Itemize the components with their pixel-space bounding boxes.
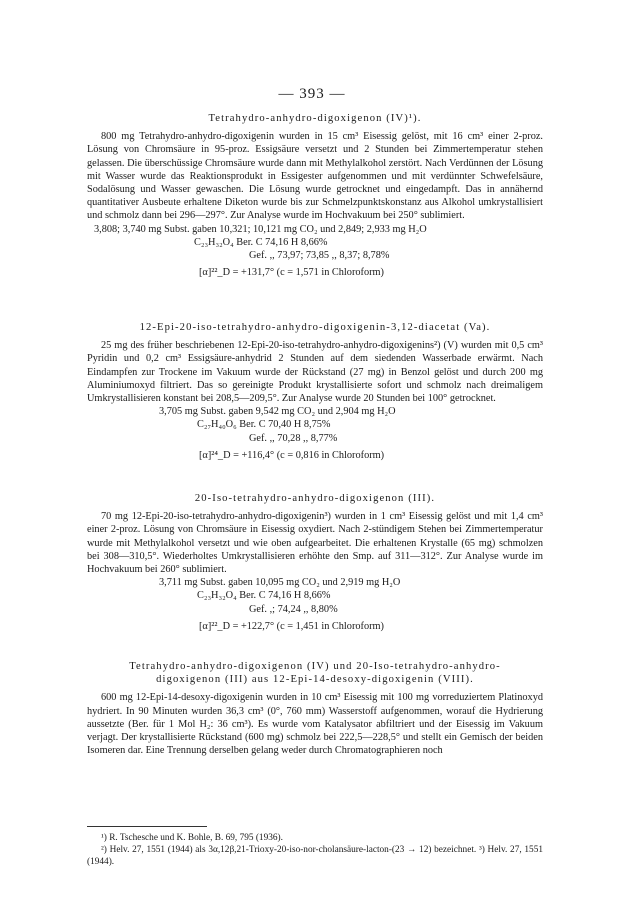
analysis-line: 3,711 mg Subst. gaben 10,095 mg CO₂ und 2,919 mg H₂O [159, 577, 401, 589]
page-number: — 393 — [278, 86, 346, 102]
paragraph: 800 mg Tetrahydro-anhydro-digoxigenin wurden in 15 cm³ Eisessig gelöst, mit 16 cm³ einer 2-proz. Lösung von Chromsäure in 95-proz. Essigsäure versetzt und 2 Stunden bei Zimmertemperatur stehen gelassen. Die überschüssige Chromsäure wurde dann mit Methylalkohol zerstört. Nach Verdünnen der Lösung mit Wasser wurde das Reaktionsprodukt in Essigester aufgenommen und mit verdünnter Schwefelsäure, Sodalösung und Wasser gewaschen. Die Lösung wurde getrocknet und eingedampft. Das in annähernd quantitativer Ausbeute erhaltene Diketon wurde bis zur Schmelzpunktskonstanz aus Alkohol umkrystallisiert und schmolz dann bei 296—297°. Zur Analyse wurde im Hochvakuum bei 250° sublimiert. [87, 131, 543, 222]
optical-rotation: [α]²²_D = +131,7° (c = 1,571 in Chloroform) [199, 267, 384, 279]
section-3 [87, 492, 543, 633]
paragraph: 600 mg 12-Epi-14-desoxy-digoxigenin wurden in 10 cm³ Eisessig mit 100 mg vorreduziertem Platinoxyd hydriert. In 90 Minuten wurden 36,3 cm³ (0°, 760 mm) Wasserstoff aufgenommen, worauf die Hydrierung aussetzte (Ber. für 1 Mol H₂: 36 cm³). Es wurde vom Katalysator abfiltriert und der Eisessig im Vakuum verjagt. Der krystallisierte Rückstand (600 mg) schmolz bei 222,5—228,5° und stellt ein Gemisch der beiden Isomeren dar. Eine Trennung derselben gelang weder durch Chromatographieren noch [87, 692, 543, 757]
section-heading: 12-Epi-20-iso-tetrahydro-anhydro-digoxigenin-3,12-diacetat (Va). [139, 322, 491, 333]
footnote: ²) Helv. 27, 1551 (1944) als 3α,12β,21-Trioxy-20-iso-nor-cholansäure-lacton-(23 → 12) bezeichnet. ³) Helv. 27, 1551 (1944). [87, 845, 543, 867]
section-4 [87, 660, 543, 757]
footnote: ¹) R. Tschesche und K. Bohle, B. 69, 795 (1936). [101, 833, 283, 843]
analysis-line: C₂₃H₃₂O₄ Ber. C 74,16 H 8,66% [197, 590, 331, 602]
section-1 [87, 112, 543, 279]
optical-rotation: [α]²⁴_D = +116,4° (c = 0,816 in Chloroform) [199, 449, 385, 461]
analysis-line: Gef. ,, 73,97; 73,85 ,, 8,37; 8,78% [249, 250, 390, 262]
section-heading-line-2: digoxigenon (III) aus 12-Epi-14-desoxy-digoxigenin (VIII). [156, 674, 474, 686]
analysis-line: C₂₃H₃₂O₄ Ber. C 74,16 H 8,66% [194, 236, 328, 248]
analysis-line: Gef. ,, 70,28 ,, 8,77% [249, 432, 338, 444]
paragraph: 70 mg 12-Epi-20-iso-tetrahydro-anhydro-digoxigenin³) wurden in 1 cm³ Eisessig gelöst und mit 1,4 cm³ einer 2-proz. Lösung von Chromsäure in Eisessig oxydiert. Nach 2-stündigem Stehen bei Zimmertemperatur wurde mit Methylalkohol versetzt und wie oben aufgearbeitet. Die erhaltenen Krystalle (65 mg) schmolzen bei 308—310,5°. Wiederholtes Umkrystallisieren erhöhte den Smp. auf 311—312°. Zur Analyse wurde im Hochvakuum bei 260° sublimiert. [87, 511, 543, 576]
section-2 [87, 321, 543, 462]
analysis-line: 3,808; 3,740 mg Subst. gaben 10,321; 10,121 mg CO₂ und 2,849; 2,933 mg H₂O [94, 223, 427, 235]
section-heading: Tetrahydro-anhydro-digoxigenon (IV)¹). [208, 113, 422, 124]
section-heading: 20-Iso-tetrahydro-anhydro-digoxigenon (III). [194, 493, 436, 504]
footnotes [87, 832, 543, 868]
analysis-line: 3,705 mg Subst. gaben 9,542 mg CO₂ und 2,904 mg H₂O [159, 406, 396, 418]
analysis-line: Gef. ,; 74,24 ,, 8,80% [249, 603, 338, 615]
paragraph: 25 mg des früher beschriebenen 12-Epi-20-iso-tetrahydro-anhydro-digoxigenins²) (V) wurden mit 0,5 cm³ Pyridin und 0,2 cm³ Essigsäure-anhydrid 2 Stunden auf dem siedenden Wasserbade erwärmt. Nach Eindampfen zur Trockene im Vakuum wurde der Rückstand (27 mg) in Benzol gelöst und durch 200 mg Aluminiumoxyd filtriert. Das so gereinigte Produkt krystallisierte sofort und schmolz nach dreimaligem Umkrystallisieren konstant bei 208,5—209,5°. Zur Analyse wurde 20 Stunden bei 100° getrocknet. [87, 340, 543, 405]
section-heading-line-1: Tetrahydro-anhydro-digoxigenon (IV) und 20-Iso-tetrahydro-anhydro- [129, 661, 501, 672]
optical-rotation: [α]²²_D = +122,7° (c = 1,451 in Chloroform) [199, 620, 384, 632]
footnote-rule [87, 826, 207, 827]
analysis-line: C₂₇H₄₀O₆ Ber. C 70,40 H 8,75% [197, 419, 331, 431]
